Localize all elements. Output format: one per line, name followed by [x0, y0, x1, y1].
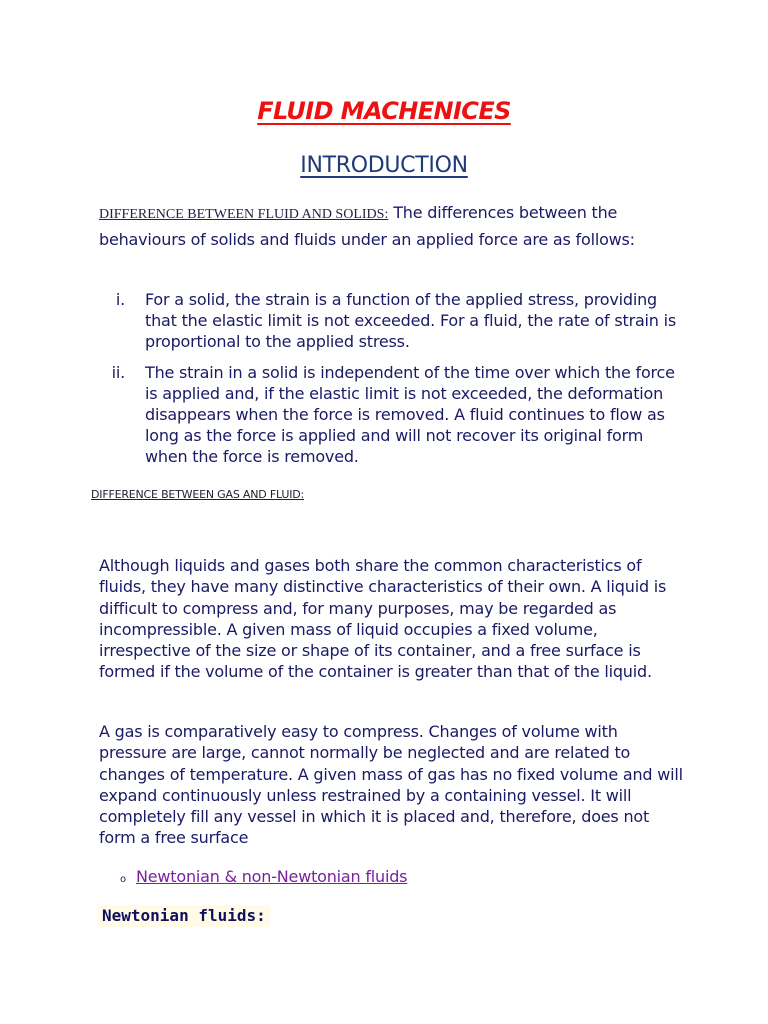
- newtonian-fluids-link[interactable]: Newtonian & non-Newtonian fluids: [136, 867, 408, 886]
- list-item: [100, 362, 690, 467]
- gas-fluid-heading: DIFFERENCE BETWEEN GAS AND FLUID:: [91, 488, 305, 501]
- difference-list-first: [100, 289, 690, 352]
- document-title: FLUID MACHENICES: [257, 97, 511, 125]
- list-item-marker: i.: [115, 290, 125, 309]
- list-item-marker: ii.: [111, 363, 125, 382]
- liquids-gases-paragraph: Although liquids and gases both share the common characteristics of fluids, they have many distinctive characteristics of their own. A liquid is difficult to compress and, for many purposes, may be regarded as incompressible. A given mass of liquid occupies a fixed volume, irrespective of the size or shape of its container, and a free surface is formed if the volume of the container is greater than that of the liquid.: [99, 556, 667, 682]
- section-heading-introduction: INTRODUCTION: [300, 153, 468, 178]
- newtonian-fluids-heading: Newtonian fluids:: [98, 905, 270, 927]
- list-item: [100, 289, 690, 352]
- fluid-solid-paragraph: [99, 201, 689, 252]
- bullet-marker: o: [120, 874, 126, 885]
- difference-list-second: [100, 362, 690, 467]
- fluid-solid-heading: DIFFERENCE BETWEEN FLUID AND SOLIDS:: [99, 207, 389, 222]
- gas-compression-paragraph: A gas is comparatively easy to compress. Changes of volume with pressure are large, cannot normally be neglected and are related to changes of temperature. A given mass of gas has no fixed volume and will expand continuously unless restrained by a containing vessel. It will completely fill any vessel in which it is placed and, therefore, does not form a free surface: [99, 722, 683, 848]
- list-item-text: For a solid, the strain is a function of the applied stress, providing that the elastic limit is not exceeded. For a fluid, the rate of strain is proportional to the applied stress.: [145, 290, 677, 351]
- list-item-text: The strain in a solid is independent of the time over which the force is applied and, if the elastic limit is not exceeded, the deformation disappears when the force is removed. A fluid continues to flow as long as the force is applied and will not recover its original form when the force is removed.: [145, 363, 675, 466]
- fluid-solid-intro-text: The differences between the behaviours of solids and fluids under an applied force are as follows:: [99, 203, 635, 249]
- link-list-item: [120, 867, 407, 886]
